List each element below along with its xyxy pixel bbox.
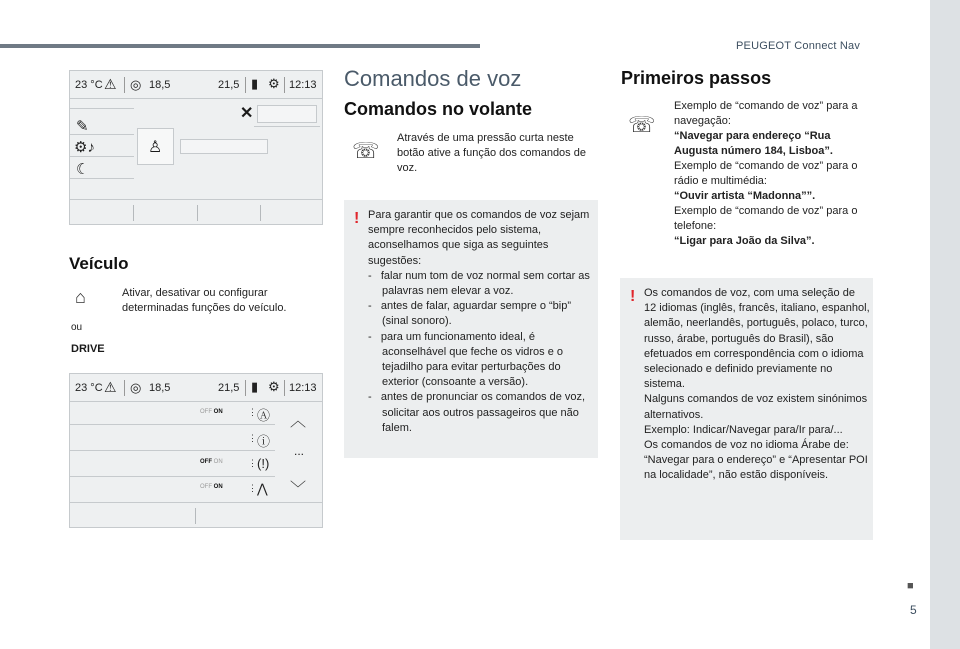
status-temp-right: 21,5 xyxy=(218,382,240,394)
seat-icon: ♙ xyxy=(148,139,163,156)
voice-tip-item: - antes de falar, aguardar sempre o “bip” (sinal sonoro). xyxy=(368,300,572,328)
chevron-up-icon: ︿ xyxy=(290,413,307,430)
car-icon: ⌂ xyxy=(75,287,86,307)
status-bar xyxy=(70,374,322,402)
vehicle-description: Ativar, desativar ou configurar determinadas funções do veículo. xyxy=(122,287,287,314)
steering-wheel-text: Através de uma pressão curta neste botão ative a função dos comandos de voz. xyxy=(397,132,586,174)
phone-example-label: Exemplo de “comando de voz” para o telefone: xyxy=(674,205,858,232)
status-temperature: 23 °C xyxy=(75,79,103,91)
warning-icon: ! xyxy=(354,210,360,227)
voice-tip-item: - falar num tom de voz normal sem cortar as palavras nem elevar a voz. xyxy=(368,269,590,298)
location-icon: ◎ xyxy=(130,77,142,92)
status-temp-left: 18,5 xyxy=(149,382,171,394)
voice-tips-intro: Para garantir que os comandos de voz sejam sempre reconhecidos pelo sistema, aconselhamos que siga as seguintes sugestões: xyxy=(368,209,590,267)
alert-icon: (!) xyxy=(257,456,270,471)
info-icon: ⓘ xyxy=(257,434,271,449)
toggle-switch: OFF ON xyxy=(200,459,223,465)
vehicle-screen-mockup: 23 °C ⚠ ◎ 18,5 21,5 ▮ ⚙ 12:13 OFF ON ⋮ Ⓐ ⋮ ⓘ OFF ON ⋮ (!) OFF ON ⋮ ⋀ ︿ ... ﹀ xyxy=(69,373,323,528)
status-temperature: 23 °C xyxy=(75,382,103,394)
car-icon: ▮ xyxy=(251,76,259,91)
warning-icon: ⚠ xyxy=(104,379,117,395)
first-steps-heading: Primeiros passos xyxy=(621,68,772,88)
drive-label: DRIVE xyxy=(71,343,105,355)
toggle-switch: OFF ON xyxy=(200,484,223,490)
voice-command-icon: ☏ xyxy=(352,138,380,163)
voice-command-icon: ☏ xyxy=(628,112,656,137)
car-icon: ▮ xyxy=(251,379,259,394)
page-number: 5 xyxy=(910,603,917,617)
voice-assist-tile xyxy=(137,128,174,165)
screen-field xyxy=(180,139,268,154)
warning-icon: ⚠ xyxy=(104,76,117,92)
header-title: PEUGEOT Connect Nav xyxy=(736,40,861,52)
nav-example-label: Exemplo de “comando de voz” para a navegação: xyxy=(674,100,858,127)
status-temp-left: 18,5 xyxy=(149,79,171,91)
or-label: ou xyxy=(71,322,83,333)
languages-note-text: Os comandos de voz, com uma seleção de 12 idiomas (inglês, francês, italiano, espanhol, alemão, neerlandês, português, polaco, turco, russo, árabe, português do Brasil), são efetuados em correspondência com o idioma selecionado e definido previamente no sistema. Nalguns comandos de voz existem sinónimos alternativos. Exemplo: Indicar/Navegar para/Ir para/... Os comandos de voz no idioma Árabe de: “Navegar para o endereço” e “Apresentar POI na localidade”, não estão disponíveis. xyxy=(644,287,870,482)
warning-icon: ! xyxy=(630,288,636,305)
voice-commands-title: Comandos de voz xyxy=(344,66,522,91)
screen-bottom-bar xyxy=(70,502,322,528)
settings-music-icon: ⚙♪ xyxy=(74,139,95,156)
status-clock: 12:13 xyxy=(289,382,317,394)
close-icon: ✕ xyxy=(240,105,254,122)
toggle-switch: OFF ON xyxy=(200,409,223,415)
lane-icon: ⋀ xyxy=(257,481,268,496)
status-clock: 12:13 xyxy=(289,79,317,91)
settings-icon: ⚙ xyxy=(268,76,280,91)
chevron-down-icon: ﹀ xyxy=(290,481,307,498)
radio-example: “Ouvir artista “Madonna””. xyxy=(674,190,816,202)
location-icon: ◎ xyxy=(130,380,142,395)
voice-tips-note xyxy=(344,200,598,458)
status-bar xyxy=(70,71,322,99)
status-temp-right: 21,5 xyxy=(218,79,240,91)
screen-bottom-bar xyxy=(70,199,322,225)
screen-field xyxy=(257,105,317,123)
voice-tip-item: - antes de pronunciar os comandos de voz, solicitar aos outros passageiros que não falem. xyxy=(368,391,586,434)
home-screen-mockup xyxy=(69,70,323,225)
more-indicator: ... xyxy=(294,444,305,458)
nav-example: “Navegar para endereço “Rua Augusta número 184, Lisboa”. xyxy=(674,130,833,157)
radio-example-label: Exemplo de “comando de voz” para o rádio e multimédia: xyxy=(674,160,858,187)
night-mode-icon: ☾ xyxy=(76,161,90,178)
drive-mode-icon: ✎ xyxy=(76,118,89,135)
voice-tip-item: - para um funcionamento ideal, é aconselhável que feche os vidros e o tejadilho para evitar perturbações do exterior (consoante a versão). xyxy=(368,330,564,389)
vehicle-heading: Veículo xyxy=(69,254,129,273)
header-rule xyxy=(0,44,480,48)
assist-icon: Ⓐ xyxy=(257,408,271,423)
continue-mark: ■ xyxy=(907,580,914,592)
languages-note xyxy=(620,278,873,540)
settings-icon: ⚙ xyxy=(268,379,280,394)
steering-wheel-heading: Comandos no volante xyxy=(344,99,533,119)
page-edge-strip xyxy=(930,0,960,649)
phone-example: “Ligar para João da Silva”. xyxy=(674,235,815,247)
